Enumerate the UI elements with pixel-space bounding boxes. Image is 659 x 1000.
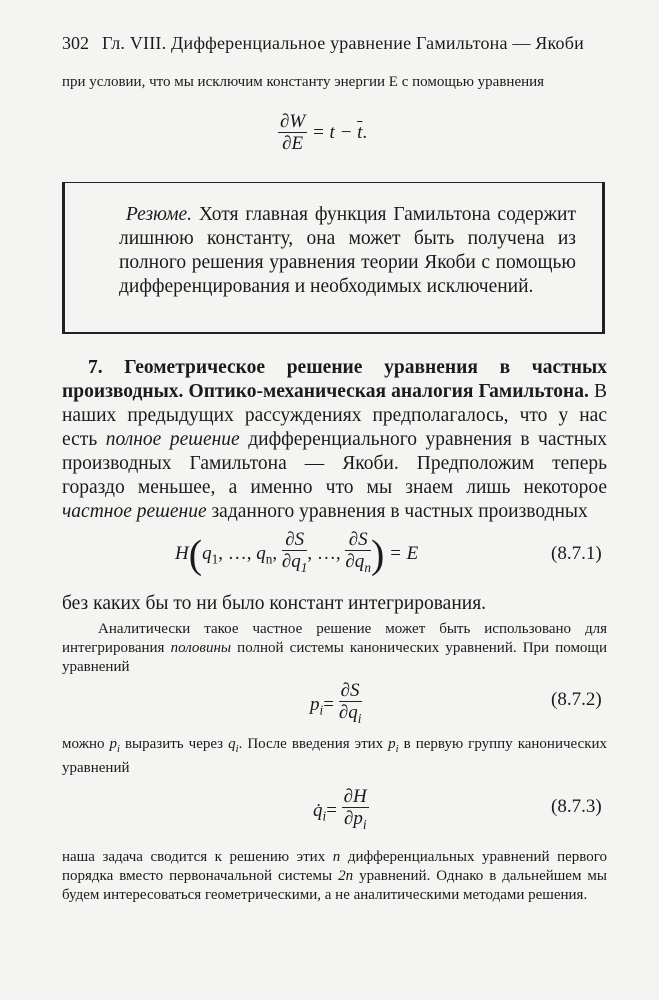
fraction-numerator: ∂W — [280, 111, 306, 132]
p3-text-a: можно — [62, 736, 105, 752]
paragraph-analytic — [62, 620, 607, 677]
p2-text-b: полной системы канонических уравнений. При помощи уравнений — [62, 640, 608, 675]
fraction-numerator: ∂S — [340, 680, 360, 701]
p4-text-a: наша задача сводится к решению этих — [62, 849, 326, 865]
summary-label: Резюме. — [125, 204, 193, 225]
fraction-numerator: ∂S — [345, 530, 371, 551]
den-text: ∂q — [345, 551, 365, 572]
hamiltonian-symbol: H — [175, 542, 189, 564]
qn-sub: n — [265, 551, 273, 567]
paragraph-conclusion — [62, 848, 607, 905]
fraction-ds-dq1 — [282, 530, 308, 579]
summary-text — [119, 203, 576, 299]
p3-qi-sub: i — [235, 744, 239, 755]
paragraph-intro — [62, 73, 607, 92]
equation-8-7-3 — [313, 787, 369, 836]
p2-text-a: Аналитически такое частное решение может быть использовано для интегрирования — [62, 621, 607, 656]
qn: q — [256, 542, 266, 564]
fraction-ds-dqn — [345, 530, 371, 579]
paragraph-substitute — [62, 735, 607, 778]
page-number: 302 — [62, 33, 89, 53]
p4-n1: n — [332, 849, 341, 865]
equation-rhs-tbar: $\overline{t}$ — [357, 121, 363, 143]
section-italic-2: частное решение — [62, 501, 207, 522]
fraction-denominator — [342, 808, 369, 836]
p3-pi-sub: i — [117, 744, 120, 755]
equals: = — [326, 799, 337, 821]
lhs-sub: i — [322, 808, 327, 824]
fraction-dw-de — [278, 112, 307, 155]
section-text-1: В наших предыдущих рассуждениях предполагалось, что у нас есть — [62, 381, 608, 450]
den-sub: n — [364, 559, 371, 575]
p3-text-b: выразить через — [124, 736, 224, 752]
fraction-denominator: ∂E — [282, 133, 304, 154]
section-text-2: дифференциального уравнения в частных производных Гамильтона — Якоби. Предположим теперь гораздо меньшее, а именно что мы знаем лишь некоторое — [62, 429, 607, 498]
p4-text-b: дифференциальных уравнений первого порядка вместо первоначальной системы — [62, 849, 608, 884]
p3-pi2: p — [388, 736, 396, 752]
den-sub: 1 — [300, 559, 308, 575]
equation-8-7-2 — [310, 681, 362, 730]
den-text: ∂p — [343, 808, 363, 829]
fraction-denominator — [345, 551, 371, 579]
equation-8-7-1: $H(q_1$, …, $q_n$, $\frac{\partial S}{\partial q_1}$ , …, $\frac{\partial S}{\partial q_n}$ ) = E — [175, 530, 418, 579]
comma: , — [272, 542, 278, 564]
fraction-numerator: ∂H — [343, 786, 367, 807]
p3-pi2-sub: i — [395, 744, 399, 755]
equation-number-8-7-3: (8.7.3) — [551, 796, 602, 817]
q1-sub: 1 — [211, 551, 219, 567]
lhs: q̇ — [313, 799, 323, 821]
lhs-sub: i — [319, 702, 324, 718]
fraction-ds-dqi — [339, 681, 362, 730]
summary-box — [62, 182, 605, 334]
dots-2: , …, — [307, 542, 346, 564]
p4-n2: 2n — [338, 868, 354, 884]
lhs: p — [310, 693, 320, 715]
p3-text-d: в первую группу канонических уравнений — [62, 736, 608, 776]
den-sub: i — [357, 710, 362, 726]
p3-text-c: . После введения этих — [238, 736, 384, 752]
den-text: ∂q — [281, 551, 301, 572]
dots-1: , …, — [218, 542, 257, 564]
p4-text-c: уравнений. Однако в дальнейшем мы будем интересоваться геометрическими, а не аналитическими методами решения. — [62, 868, 607, 903]
fraction-numerator: ∂S — [282, 530, 308, 551]
equation-number-8-7-2: (8.7.2) — [551, 689, 602, 710]
fraction-denominator — [282, 551, 308, 579]
p2-italic: половины — [170, 640, 232, 656]
equals: = — [323, 693, 334, 715]
den-sub: i — [362, 816, 367, 832]
q1: q — [202, 542, 212, 564]
paragraph-after-871: без каких бы то ни было констант интегрирования. — [62, 593, 487, 614]
den-text: ∂q — [338, 702, 358, 723]
section-italic-1: полное решение — [105, 429, 240, 450]
equation-rhs: = E — [389, 542, 419, 564]
equation-number-8-7-1: (8.7.1) — [551, 543, 602, 564]
fraction-denominator — [339, 702, 362, 730]
section-heading: 7. Геометрическое решение уравнения в частных производных. Оптико-механическая аналогия Гамильтона. — [62, 357, 607, 402]
summary-body: Хотя главная функция Гамильтона содержит лишнюю константу, она может быть получена из полного решения уравнения теории Якоби с помощью дифференцирования и необходимых исключений. — [119, 204, 577, 297]
running-title: Гл. VIII. Дифференциальное уравнение Гамильтона — Якоби — [102, 33, 584, 53]
equation-dw-de — [278, 112, 367, 155]
intro-text: при условии, что мы исключим константу энергии E с помощью уравнения — [62, 74, 545, 90]
section-7 — [62, 356, 607, 524]
section-text-3: заданного уравнения в частных производных — [211, 501, 588, 522]
p3-qi: q — [228, 736, 236, 752]
p3-pi: p — [109, 736, 118, 752]
fraction-dh-dpi — [342, 787, 369, 836]
equation-period: . — [362, 121, 368, 143]
equation-rhs: = t − — [311, 121, 358, 143]
